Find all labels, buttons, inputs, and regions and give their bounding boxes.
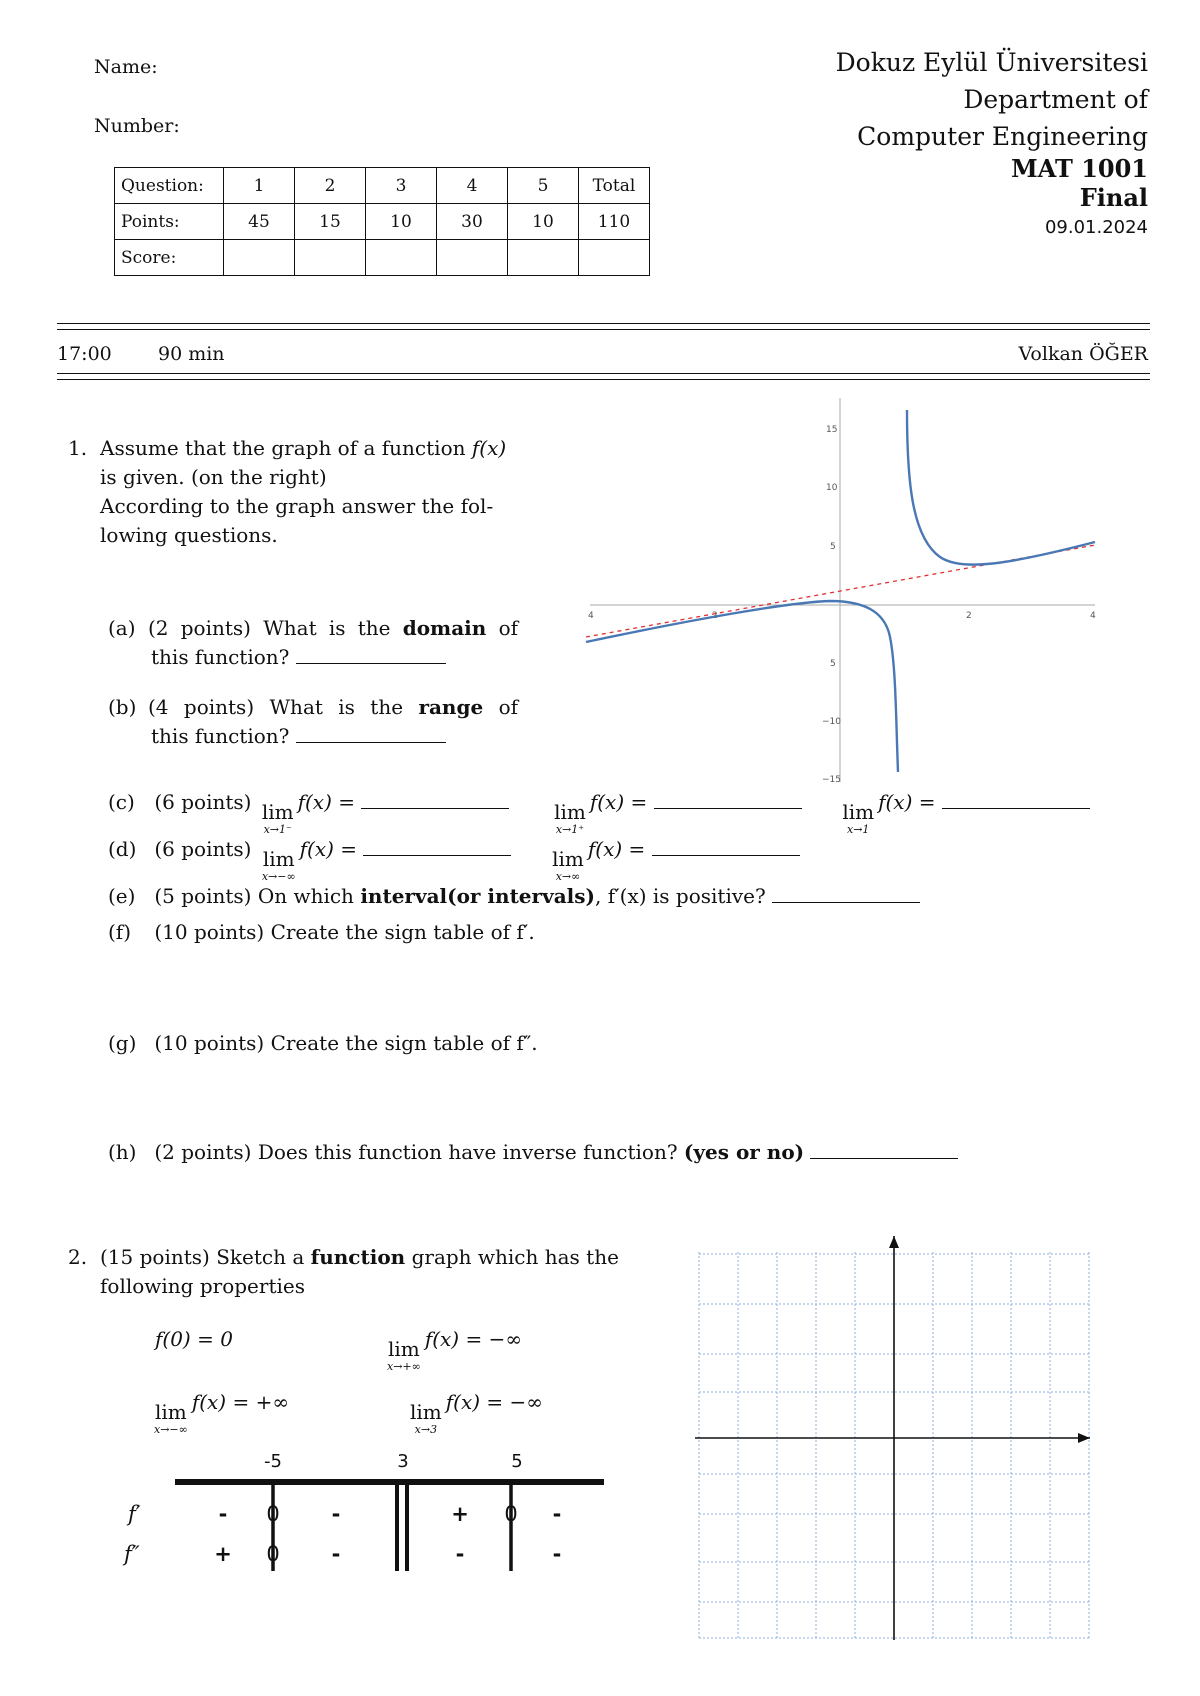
q1e-text: On which xyxy=(257,884,354,908)
q1g-text: Create the sign table of f″. xyxy=(270,1031,538,1055)
score-field[interactable] xyxy=(295,240,366,276)
limit-word: lim xyxy=(552,847,584,871)
q1g xyxy=(108,1031,538,1055)
left-branch-curve xyxy=(586,601,898,772)
limit-subscript: x→−∞ xyxy=(154,1423,188,1436)
function-graph xyxy=(580,392,1100,784)
fx-equals: f(x) = xyxy=(589,790,648,814)
header-block xyxy=(836,44,1148,155)
q2-number: 2. xyxy=(68,1245,88,1269)
sign-cell: - xyxy=(552,1542,562,1566)
limit-word: lim xyxy=(410,1400,442,1424)
exam-time: 17:00 xyxy=(57,343,112,365)
property-lim-3 xyxy=(406,1390,543,1435)
q1b-label: (b) xyxy=(108,695,137,719)
sign-table-point: 3 xyxy=(397,1451,409,1472)
fx-equals: f(x) = xyxy=(299,837,358,861)
q1a xyxy=(108,614,528,672)
limit-word: lim xyxy=(262,847,295,871)
limit-subscript: x→∞ xyxy=(555,870,581,883)
answer-blank[interactable] xyxy=(942,790,1090,809)
right-branch-curve xyxy=(907,410,1095,565)
limit-word: lim xyxy=(554,800,586,824)
q1-line1: Assume that the graph of a function xyxy=(100,436,466,460)
score-field[interactable] xyxy=(508,240,579,276)
exam-duration: 90 min xyxy=(158,343,225,365)
answer-blank[interactable] xyxy=(361,790,509,809)
sign-table-point: 5 xyxy=(511,1451,523,1472)
y-tick-label: −10 xyxy=(822,717,841,727)
course-block xyxy=(1011,154,1148,212)
sign-cell: 0 xyxy=(266,1542,280,1566)
limit-word: lim xyxy=(388,1337,420,1361)
q2-intro xyxy=(68,1243,638,1301)
answer-blank[interactable] xyxy=(772,884,920,903)
sketch-grid[interactable] xyxy=(695,1232,1095,1642)
table-cell: 110 xyxy=(579,204,650,240)
limit-subscript: x→1⁻ xyxy=(263,823,292,836)
q1g-points: (10 points) xyxy=(154,1031,265,1055)
x-tick-label: 4 xyxy=(588,611,594,621)
limit-word: lim xyxy=(261,800,294,824)
score-field[interactable] xyxy=(437,240,508,276)
q1b-post: of xyxy=(498,695,519,719)
sign-row-label-fprime: f′ xyxy=(128,1502,141,1526)
q1c-points: (6 points) xyxy=(154,790,252,814)
sign-cell: 0 xyxy=(266,1502,280,1526)
fx-equals: f(x) = xyxy=(297,790,355,814)
x-axis-arrow-icon xyxy=(1078,1433,1090,1443)
y-tick-label: 5 xyxy=(830,659,836,669)
course-code: MAT 1001 xyxy=(1011,154,1148,183)
q1a-post: of xyxy=(498,616,519,640)
limit-word: lim xyxy=(155,1400,187,1424)
university-name: Dokuz Eylül Üniversitesi xyxy=(835,48,1148,77)
q2-text: Sketch a xyxy=(216,1245,305,1269)
q1b-bold: range xyxy=(418,695,484,719)
answer-blank[interactable] xyxy=(810,1140,958,1159)
table-cell: 15 xyxy=(295,204,366,240)
sign-cell: - xyxy=(218,1502,228,1526)
sign-table-point: -5 xyxy=(264,1451,282,1472)
q1f xyxy=(108,920,535,944)
q1b-points: (4 points) xyxy=(148,695,255,719)
score-table xyxy=(114,167,650,276)
sign-table xyxy=(110,1445,610,1575)
q1b xyxy=(108,693,528,751)
q1e-points: (5 points) xyxy=(154,884,252,908)
score-field[interactable] xyxy=(579,240,650,276)
limit-subscript: x→+∞ xyxy=(387,1360,421,1373)
table-row xyxy=(115,204,650,240)
q1-line2: is given. (on the right) xyxy=(100,465,327,489)
answer-blank[interactable] xyxy=(652,837,800,856)
q1e-bold: interval(or intervals) xyxy=(360,884,595,908)
q1e xyxy=(108,884,920,908)
exam-title: Final xyxy=(1079,183,1148,212)
sign-cell: - xyxy=(455,1542,465,1566)
question-header: Question: xyxy=(115,168,224,204)
y-tick-label: 15 xyxy=(826,425,838,435)
q1h-bold: (yes or no) xyxy=(683,1140,805,1164)
department-line1: Department of xyxy=(963,85,1148,114)
property-lim-plus-inf xyxy=(383,1327,522,1372)
score-header: Score: xyxy=(115,240,224,276)
x-tick-label: 2 xyxy=(712,611,718,621)
q1b-line2: this function? xyxy=(151,724,290,748)
number-label: Number: xyxy=(94,115,180,137)
divider xyxy=(57,323,1150,324)
limit-value: f(x) = −∞ xyxy=(445,1390,543,1414)
sign-row-label-fdoubleprime: f″ xyxy=(124,1542,140,1566)
q2-post: graph which has the xyxy=(411,1245,619,1269)
q1h-points: (2 points) xyxy=(154,1140,252,1164)
sign-cell: 0 xyxy=(504,1502,518,1526)
q1a-points: (2 points) xyxy=(148,616,251,640)
q1-line4: lowing questions. xyxy=(100,523,278,547)
q1-fx: f(x) xyxy=(471,436,507,460)
q1a-label: (a) xyxy=(108,616,136,640)
x-tick-label: 2 xyxy=(966,611,972,621)
q2-bold: function xyxy=(310,1245,406,1269)
q2-points: (15 points) xyxy=(100,1245,210,1269)
table-cell: 45 xyxy=(224,204,295,240)
q1h-label: (h) xyxy=(108,1140,137,1164)
q1d-points: (6 points) xyxy=(154,837,252,861)
limit-value: f(x) = +∞ xyxy=(191,1390,289,1414)
table-row xyxy=(115,168,650,204)
fx-equals: f(x) = xyxy=(878,790,936,814)
q1a-bold: domain xyxy=(402,616,487,640)
table-cell: 3 xyxy=(366,168,437,204)
divider xyxy=(57,379,1150,380)
q1b-text: What is the xyxy=(269,695,404,719)
q1g-label: (g) xyxy=(108,1031,137,1055)
limit-subscript: x→3 xyxy=(414,1423,438,1436)
sign-cell: - xyxy=(552,1502,562,1526)
q1h xyxy=(108,1140,958,1164)
table-cell: 1 xyxy=(224,168,295,204)
table-cell: 4 xyxy=(437,168,508,204)
q1f-points: (10 points) xyxy=(154,920,265,944)
table-cell: 10 xyxy=(366,204,437,240)
limit-subscript: x→1⁺ xyxy=(555,823,585,836)
limit-word: lim xyxy=(842,800,875,824)
q1-line3: According to the graph answer the fol- xyxy=(100,494,494,518)
name-label: Name: xyxy=(94,56,158,78)
q2-line2: following properties xyxy=(100,1274,305,1298)
limit-subscript: x→−∞ xyxy=(261,870,296,883)
table-cell: 10 xyxy=(508,204,579,240)
y-axis-arrow-icon xyxy=(889,1236,899,1248)
q1e-label: (e) xyxy=(108,884,136,908)
score-field[interactable] xyxy=(366,240,437,276)
table-cell: 30 xyxy=(437,204,508,240)
answer-blank[interactable] xyxy=(296,645,446,664)
sign-cell: + xyxy=(214,1542,232,1566)
exam-date: 09.01.2024 xyxy=(1044,217,1148,238)
sign-cell: + xyxy=(451,1502,469,1526)
answer-blank[interactable] xyxy=(296,724,446,743)
q1d xyxy=(108,837,1108,882)
table-row xyxy=(115,240,650,276)
sign-cell: - xyxy=(331,1542,341,1566)
q1c xyxy=(108,790,1158,835)
points-header: Points: xyxy=(115,204,224,240)
q1c-label: (c) xyxy=(108,790,135,814)
divider xyxy=(57,373,1150,374)
property-f0: f(0) = 0 xyxy=(155,1327,233,1351)
x-tick-label: 4 xyxy=(1090,611,1096,621)
y-tick-label: 5 xyxy=(830,542,836,552)
table-cell: 5 xyxy=(508,168,579,204)
q1a-text: What is the xyxy=(263,616,391,640)
y-tick-label: 10 xyxy=(826,483,838,493)
y-tick-label: −15 xyxy=(822,775,841,784)
answer-blank[interactable] xyxy=(654,790,802,809)
instructor-name: Volkan ÖĞER xyxy=(1018,343,1148,365)
q1-intro xyxy=(68,434,538,550)
q1f-text: Create the sign table of f′. xyxy=(270,920,535,944)
property-lim-minus-inf xyxy=(150,1390,289,1435)
limit-value: f(x) = −∞ xyxy=(424,1327,522,1351)
divider xyxy=(57,329,1150,330)
sign-cell: - xyxy=(331,1502,341,1526)
q1e-mid: , f′(x) is positive? xyxy=(594,884,766,908)
q1d-label: (d) xyxy=(108,837,137,861)
q1f-label: (f) xyxy=(108,920,132,944)
q1a-line2: this function? xyxy=(151,645,290,669)
table-cell: 2 xyxy=(295,168,366,204)
q1-number: 1. xyxy=(68,436,88,460)
q1h-text: Does this function have inverse function? xyxy=(257,1140,678,1164)
answer-blank[interactable] xyxy=(363,837,511,856)
score-field[interactable] xyxy=(224,240,295,276)
limit-subscript: x→1 xyxy=(847,823,870,836)
department-line2: Computer Engineering xyxy=(857,122,1148,151)
fx-equals: f(x) = xyxy=(587,837,646,861)
table-cell: Total xyxy=(579,168,650,204)
